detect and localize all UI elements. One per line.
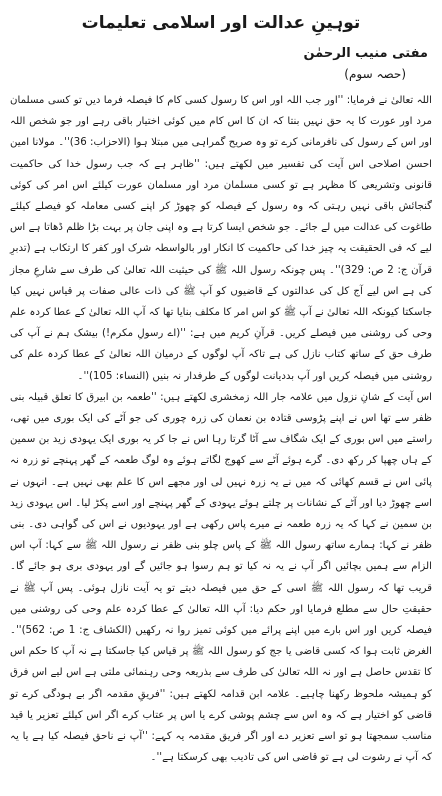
article-title: توہینِ عدالت اور اسلامی تعلیمات — [81, 13, 361, 33]
byline — [10, 44, 428, 84]
part-label: (حصہ سوم) — [344, 67, 406, 81]
paragraph: اللہ تعالیٰ نے فرمایا: ''اور جب اللہ اور اس کا رسول کسی کام کا فیصلہ فرما دیں تو کسی مسلمان مرد اور عورت کا یہ حق نہیں بنتا کہ ان کا اس کام میں کوئی اختیار باقی رہے اور جو شخص اللہ اور اس کے رسول کی نافرمانی کرے تو وہ صریح گمراہی میں مبتلا ہوا (الاحزاب: 36)''۔ مولانا امین احسن اصلاحی اس آیت کی تفسیر میں لکھتے ہیں: ''ظاہر ہے کہ جب رسول خدا کی حاکمیت قانونی وتشریعی کا مظہر ہے تو کسی مسلمان مرد اور مسلمان عورت کیلئے اس امر کی کوئی گنجائش باقی نہیں رہتی کہ وہ رسول کے فیصلہ کو چھوڑ کر اپنے کسی معاملہ کو فیصلے کیلئے طاغوت کی عدالت میں لے جائے۔ جو شخص ایسا کرتا ہے وہ اپنی جان پر بہت بڑا ظلم ڈھاتا ہے اس لیے کہ فی الحقیقت یہ چیز خدا کی حاکمیت کا انکار اور بالواسطہ شرک اور کفر کا ارتکاب ہے (تدبرِ قرآن ج: 2 ص: 329)''۔ پس چونکہ رسول اللہ ﷺ کی حیثیت اللہ تعالیٰ کی طرف سے شارعِ مجاز کی ہے اس لیے آج کل کی عدالتوں کے قاضیوں کو آپ ﷺ کی ذات عالی صفات پر قیاس نہیں کیا جاسکتا کیونکہ اللہ تعالیٰ نے آپ ﷺ کو اس امر کا مکلف بنایا تھا کہ آپ اللہ تعالیٰ کے عطا کردہ علم وحی کی روشنی میں فیصلے کریں۔ قرآنِ کریم میں ہے: ''(اے رسولِ مکرم!) بیشک ہم نے آپ کی طرف حق کے ساتھ کتاب نازل کی ہے تاکہ آپ لوگوں کے درمیان اللہ تعالیٰ کے عطا کردہ علم کی روشنی میں فیصلہ کریں اور آپ بددیانت لوگوں کے طرفدار نہ بنیں (النساء: 105)''۔ — [10, 95, 433, 382]
author-name: مفتی منیب الرحمٰن — [303, 46, 428, 61]
paragraph: اس آیت کے شانِ نزول میں علامہ جار اللہ زمخشری لکھتے ہیں: ''طعمہ بن ابیرق کا تعلق قبیلہ بنی ظفر سے تھا اس نے اپنے پڑوسی قتادہ بن نعمان کی زرہ چوری کی جو آٹے کی ایک بوری میں تھی، راستے میں اس بوری کے ایک شگاف سے آٹا گرتا رہا اس نے جا کر یہ بوری ایک یہودی زید بن سمین کے ہاں چھپا کر رکھ دی۔ گرے ہوئے آٹے سے کھوج لگاتے ہوئے وہ لوگ طعمہ کے گھر پہنچے تو زرہ نہ پائی اس نے قسم کھائی کہ میں نے یہ زرہ نہیں لی اور مجھے اس کا علم بھی نہیں ہے۔ انہوں نے اسے چھوڑ دیا اور آٹے کے نشانات پر چلتے ہوئے یہودی کے گھر پہنچے اور اسے پکڑ لیا۔ اس یہودی زید بن سمین نے کہا کہ یہ زرہ طعمہ نے میرے پاس رکھی ہے اور یہودیوں نے اس کی گواہی دی۔ بنی ظفر نے کہا: ہمارے ساتھ رسول اللہ ﷺ کے پاس چلو بنی ظفر نے رسول اللہ ﷺ سے کہا: آپ اس الزام سے ہمیں بچائیں اگر آپ نے یہ نہ کیا تو ہم رسوا ہو جائیں گے اور یہودی بری ہو جائے گا۔ قریب تھا کہ رسول اللہ ﷺ اسی کے حق میں فیصلہ دیتے تو یہ آیت نازل ہوئی۔ پس آپ ﷺ نے حقیقتِ حال سے مطلع فرمایا اور حکم دیا: آپ اللہ تعالیٰ کے عطا کردہ علم وحی کی روشنی میں فیصلہ کریں اور اس بارے میں اپنے پرائے میں کوئی تمیز روا نہ رکھیں (الکشاف ج: 1 ص: 562)''۔ الغرض ثابت ہوا کہ کسی قاضی یا جج کو رسول اللہ ﷺ پر قیاس کیا جاسکتا ہے نہ آپ کا حکم اس کا تقدس حاصل ہے اور نہ اللہ تعالیٰ کی طرف سے بذریعہ وحی رہنمائی ملتی ہے اس لیے اس فرق کو ہمیشہ ملحوظ رکھنا چاہیے۔ علامہ ابن قدامہ لکھتے ہیں: ''فریقِ مقدمہ اگر بے ہودگی کرے تو قاضی کو اختیار ہے کہ وہ اس سے چشم پوشی کرے یا اس پر عتاب کرے اگر اس کیلئے تعزیر یا قید مناسب سمجھتا ہو تو اسے تعزیر دے اور اگر فریق مقدمہ یہ کہے: ''آپ نے ناحق فیصلہ کیا ہے یا یہ کہ آپ نے رشوت لی ہے تو قاضی اس کی تادیب بھی کرسکتا ہے''۔ — [10, 391, 432, 764]
article-body — [10, 90, 432, 769]
